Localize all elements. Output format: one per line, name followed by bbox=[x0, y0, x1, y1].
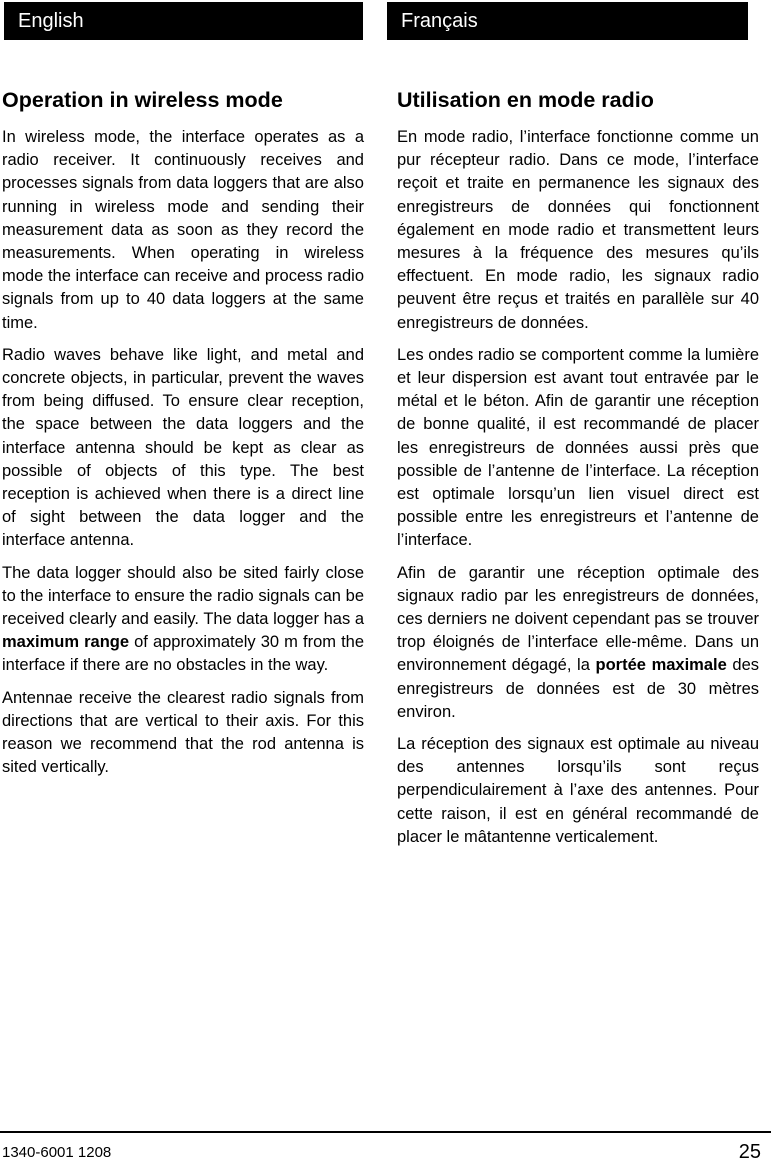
english-p3-bold-term: maximum range bbox=[2, 633, 130, 652]
english-column bbox=[2, 84, 364, 788]
french-column bbox=[397, 84, 759, 858]
english-paragraph-4: Antennae receive the clearest radio signals from directions that are vertical to their axis. For this reason we recommend that the rod antenna is sited vertically. bbox=[2, 688, 364, 777]
french-paragraph-4: La réception des signaux est optimale au niveau des antennes lorsqu’ils sont reçus perpendiculairement à l’axe des antennes. Pour cette raison, il est en général recommandé de placer le mâtantenne verticalement. bbox=[397, 735, 759, 846]
english-p3-text-before: The data logger should also be sited fairly close to the interface to ensure the radio signals can be received clearly and easily. The data logger has a bbox=[2, 563, 364, 629]
document-number: 1340-6001 1208 bbox=[2, 1144, 112, 1161]
english-paragraph-3 bbox=[2, 562, 364, 678]
footer-divider bbox=[0, 1131, 771, 1133]
language-label-english: English bbox=[18, 10, 84, 32]
page-number: 25 bbox=[738, 1141, 761, 1163]
english-p3-text-after: of approximately 30 m from the interface if there are no obstacles in the way. bbox=[2, 633, 365, 675]
language-tab-french bbox=[387, 2, 748, 40]
french-p3-text-before: Afin de garantir une réception optimale des signaux radio par les enregistreurs de données, ces derniers ne doivent cependant pas se trouver trop éloignés de l’interface elle-même. Dans un environnement dégagé, la bbox=[397, 563, 759, 675]
language-label-french: Français bbox=[401, 10, 478, 32]
english-paragraph-2: Radio waves behave like light, and metal and concrete objects, in particular, prevent the waves from being diffused. To ensure clear reception, the space between the data loggers and the interface antenna should be kept as clear as possible of objects of this type. The best reception is achieved when there is a direct line of sight between the data logger and the interface antenna. bbox=[2, 345, 364, 550]
french-paragraph-2: Les ondes radio se comportent comme la lumière et leur dispersion est avant tout entravée par le métal et le béton. Afin de garantir une réception de bonne qualité, il est recommandé de placer les enregistreurs de données aussi près que possible de l’antenne de l’interface. La réception est optimale lorsqu’un lien visuel direct est possible entre les enregistreurs et l’antenne de l’interface. bbox=[397, 345, 759, 550]
french-paragraph-3 bbox=[397, 562, 759, 724]
language-tab-english bbox=[4, 2, 363, 40]
english-paragraph-1: In wireless mode, the interface operates as a radio receiver. It continuously receives and processes signals from data loggers that are also running in wireless mode and sending their measurement data as soon as they record the measurements. When operating in wireless mode the interface can receive and process radio signals from up to 40 data loggers at the same time. bbox=[2, 128, 364, 332]
french-section-title: Utilisation en mode radio bbox=[397, 88, 654, 112]
english-section-title: Operation in wireless mode bbox=[2, 88, 283, 112]
french-p3-bold-term: portée maximale bbox=[595, 656, 727, 675]
french-p3-text-after: des enregistreurs de données est de 30 mètres environ. bbox=[397, 656, 760, 721]
french-paragraph-1: En mode radio, l’interface fonctionne comme un pur récepteur radio. Dans ce mode, l’interface reçoit et traite en permanence les signaux des enregistreurs de données qui fonctionnent également en mode radio et transmettent leurs mesures à la fréquence des mesures qu’ils effectuent. En mode radio, les signaux radio peuvent être reçus et traités en parallèle sur 40 enregistreurs de données. bbox=[397, 128, 759, 332]
